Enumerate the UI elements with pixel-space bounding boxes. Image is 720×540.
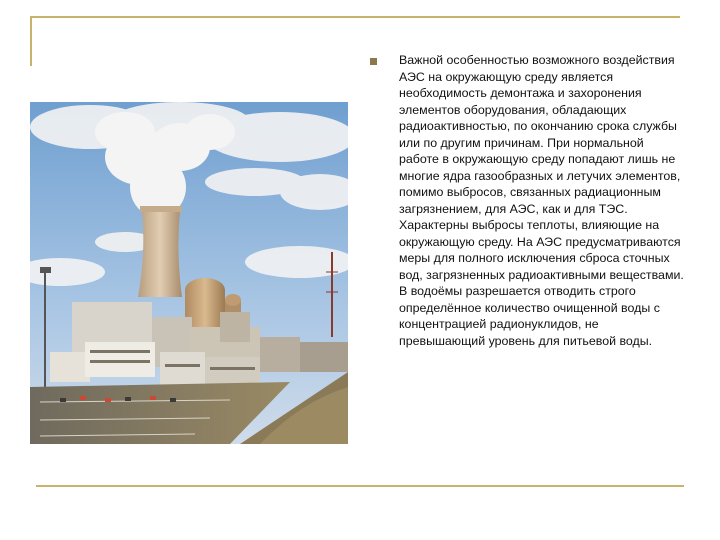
frame-top-line [30, 16, 680, 18]
nuclear-plant-photo [30, 102, 348, 444]
bullet-marker [370, 58, 377, 65]
frame-bottom-line [36, 485, 684, 487]
bullet-text: Важной особенностью возможного воздействия АЭС на окружающую среду является необходимость демонтажа и захоронения элементов оборудования, обладающих радиоактивностью, по окончанию срока службы или по другим причинам. При нормальной работе в окружающую среду попадают лишь не многие ядра газообразных и летучих элементов, помимо выбросов, связанных радиационным загрязнением, для АЭС, как и для ТЭС. Характерны выбросы теплоты, влияющие на окружающую среду. На АЭС предусматриваются меры для полного исключения сброса сточных вод, загрязненных радиоактивными веществами. В водоёмы разрешается отводить строго определённое количество очищенной воды с концентрацией радионуклидов, не превышающий уровень для питьевой воды. [399, 53, 684, 348]
frame-left-line [30, 16, 32, 66]
